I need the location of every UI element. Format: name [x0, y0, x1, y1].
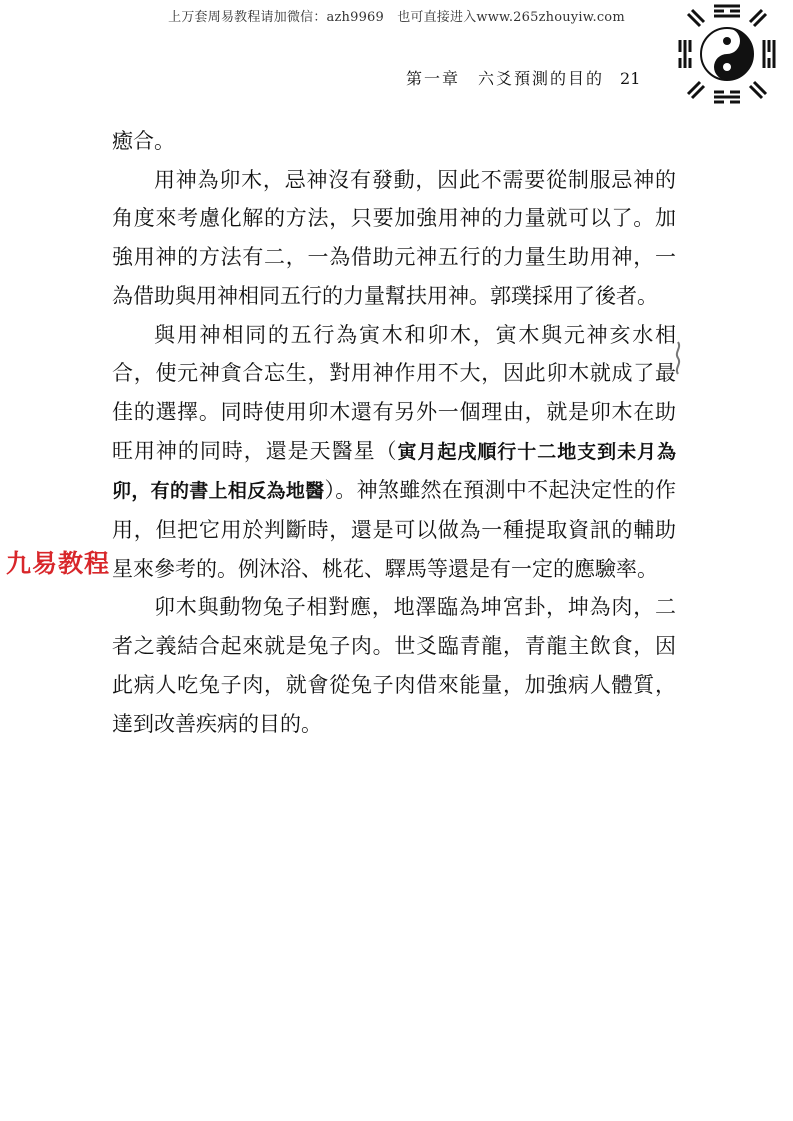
- running-header: [406, 66, 640, 89]
- paragraph-3-part-a: 與用神相同的五行為寅木和卯木，寅木與元神亥水相合，使元神貪合忘生，對用神作用不大，因此卯木就成了最佳的選擇。同時使用卯木還有另外一個理由，就是卯木在助旺用神的同時，還是天醫星（: [112, 322, 676, 463]
- paragraph-3-part-c: ）。神煞雖然在預測中不起決定性的作用，但把它用於判斷時，還是可以做為一種提取資訊的輔助星來參考的。例沐浴、桃花、驛馬等還是有一定的應驗率。: [112, 478, 676, 581]
- publisher-stamp: 九易教程: [6, 549, 111, 578]
- paragraph-2: 用神為卯木，忌神沒有發動，因此不需要從制服忌神的角度來考慮化解的方法，只要加強用神的力量就可以了。加強用神的方法有二，一為借助元神五行的力量生助用神，一為借助與用神相同五行的力量幫扶用神。郭璞採用了後者。: [112, 167, 676, 308]
- body-text: [112, 122, 676, 743]
- tianyi-star-note: 寅月起戌順行十二地支到未月為卯，有的書上相反為地醫: [112, 440, 676, 503]
- paragraph-1: 癒合。: [112, 129, 175, 153]
- paragraph-3: [112, 316, 676, 589]
- bagua-yin-yang-icon: [672, 0, 782, 108]
- chapter-title: 第一章 六爻預測的目的: [406, 69, 605, 88]
- page-number: 21: [620, 69, 641, 88]
- top-watermark: 上万套周易教程请加微信：azh9969 也可直接进入www.265zhouyiw.com: [168, 10, 625, 25]
- paragraph-4: 卯木與動物兔子相對應，地澤臨為坤宮卦，坤為肉，二者之義結合起來就是兔子肉。世爻臨青龍，青龍主飲食，因此病人吃兔子肉，就會從兔子肉借來能量，加強病人體質，達到改善疾病的目的。: [112, 595, 676, 736]
